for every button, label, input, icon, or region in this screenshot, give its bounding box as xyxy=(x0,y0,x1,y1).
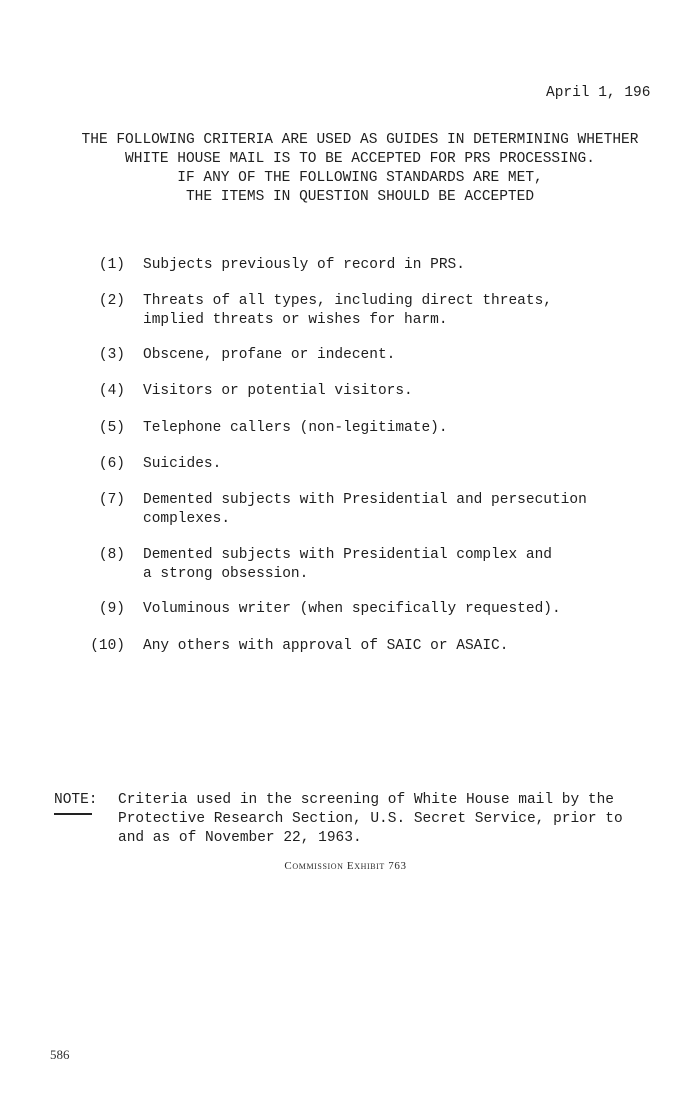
page-number: 586 xyxy=(50,1047,70,1062)
criteria-number: (9) xyxy=(98,601,125,617)
header-line: WHITE HOUSE MAIL IS TO BE ACCEPTED FOR PRS PROCESSING. xyxy=(125,151,595,167)
criteria-header xyxy=(40,131,680,207)
criteria-text: Obscene, profane or indecent. xyxy=(143,347,396,363)
criteria-number: (1) xyxy=(98,257,125,273)
note-text: Criteria used in the screening of White House mail by the Protective Research Section, U.S. Secret Service, prior to and as of November 22, 1963. xyxy=(118,792,623,846)
note-label-underline xyxy=(54,813,92,815)
criteria-text: Telephone callers (non-legitimate). xyxy=(143,420,448,436)
criteria-number: (6) xyxy=(98,456,125,472)
note-label: NOTE: xyxy=(54,792,98,808)
criteria-number: (2) xyxy=(98,293,125,309)
criteria-number: (8) xyxy=(98,547,125,563)
criteria-number: (10) xyxy=(90,638,125,654)
header-line: THE FOLLOWING CRITERIA ARE USED AS GUIDES IN DETERMINING WHETHER xyxy=(81,132,639,148)
criteria-number: (3) xyxy=(98,347,125,363)
exhibit-label: Commission Exhibit 763 xyxy=(284,860,407,872)
header-line: THE ITEMS IN QUESTION SHOULD BE ACCEPTED xyxy=(185,189,535,205)
criteria-text: Subjects previously of record in PRS. xyxy=(143,257,465,273)
criteria-number: (5) xyxy=(98,420,125,436)
criteria-text: Voluminous writer (when specifically requested). xyxy=(143,601,561,617)
criteria-number: (4) xyxy=(98,383,125,399)
criteria-text: Visitors or potential visitors. xyxy=(143,383,413,399)
header-line: IF ANY OF THE FOLLOWING STANDARDS ARE MET, xyxy=(177,170,543,186)
criteria-text: Threats of all types, including direct threats, implied threats or wishes for harm. xyxy=(143,293,552,328)
criteria-text: Demented subjects with Presidential and persecution complexes. xyxy=(143,492,587,527)
document-date: April 1, 196 xyxy=(546,85,651,101)
criteria-text: Any others with approval of SAIC or ASAIC. xyxy=(143,638,509,654)
criteria-text: Demented subjects with Presidential complex and a strong obsession. xyxy=(143,547,552,582)
criteria-number: (7) xyxy=(98,492,125,508)
criteria-text: Suicides. xyxy=(143,456,222,472)
